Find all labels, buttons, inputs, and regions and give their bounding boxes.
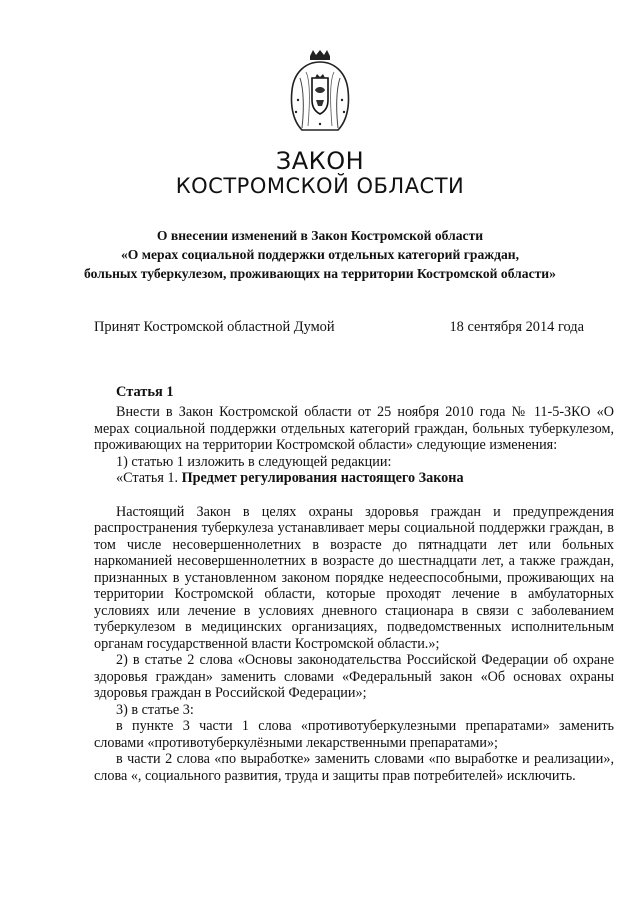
law-region: КОСТРОМСКОЙ ОБЛАСТИ — [175, 174, 465, 198]
article-intro: Внести в Закон Костромской области от 25 ноября 2010 года № 11-5-ЗКО «О мерах социальной поддержки отдельных категорий граждан, больных туберкулезом, проживающих на территории Костромской области» следующие изменения: — [94, 404, 614, 453]
coat-of-arms-icon — [286, 50, 354, 134]
item-3-a: в пункте 3 части 1 слова «противотуберкулезными препаратами» заменить словами «противотуберкулёзными лекарственными препаратами»; — [94, 718, 614, 751]
adoption-date: 18 сентября 2014 года — [449, 319, 584, 335]
subject-line-1: О внесении изменений в Закон Костромской области — [156, 228, 484, 243]
item-3-b: в части 2 слова «по выработке» заменить словами «по выработке и реализации», слова «, социального развития, труда и защиты прав потребителей» исключить. — [94, 751, 614, 784]
quote-prefix: «Статья 1. — [116, 470, 182, 486]
article-heading: Статья 1 — [116, 384, 174, 400]
item-1-quote-heading — [94, 470, 614, 487]
item-1: 1) статью 1 изложить в следующей редакции: — [116, 453, 392, 470]
item-2: 2) в статье 2 слова «Основы законодательства Российской Федерации об охране здоровья граждан» заменить словами «Федеральный закон «Об основах охраны здоровья граждан в Российской Федерации»; — [94, 652, 614, 701]
quote-title: Предмет регулирования настоящего Закона — [181, 470, 464, 486]
adopted-by: Принят Костромской областной Думой — [94, 319, 335, 335]
item-3: 3) в статье 3: — [116, 701, 194, 718]
item-1-text: Настоящий Закон в целях охраны здоровья граждан и предупреждения распространения туберкулеза устанавливает меры социальной поддержки граждан, в том числе несовершеннолетних в возрасте до пятнадцати лет или больных наркоманией несовершеннолетних в возрасте до шестнадцати лет, а также граждан, признанных в установленном законом порядке недееспособными, проживающих на территории Костромской области, которые проходят лечение в амбулаторных условиях или лечение в условиях дневного стационара в связи с заболеванием туберкулезом в медицинских организациях, подведомственных исполнительным органам государственной власти Костромской области.»; — [94, 503, 614, 652]
subject-line-2: «О мерах социальной поддержки отдельных категорий граждан, — [120, 247, 519, 262]
law-subject — [60, 226, 580, 283]
law-title: ЗАКОН — [275, 147, 365, 175]
article-body — [94, 404, 614, 784]
subject-line-3: больных туберкулезом, проживающих на территории Костромской области» — [84, 266, 556, 281]
